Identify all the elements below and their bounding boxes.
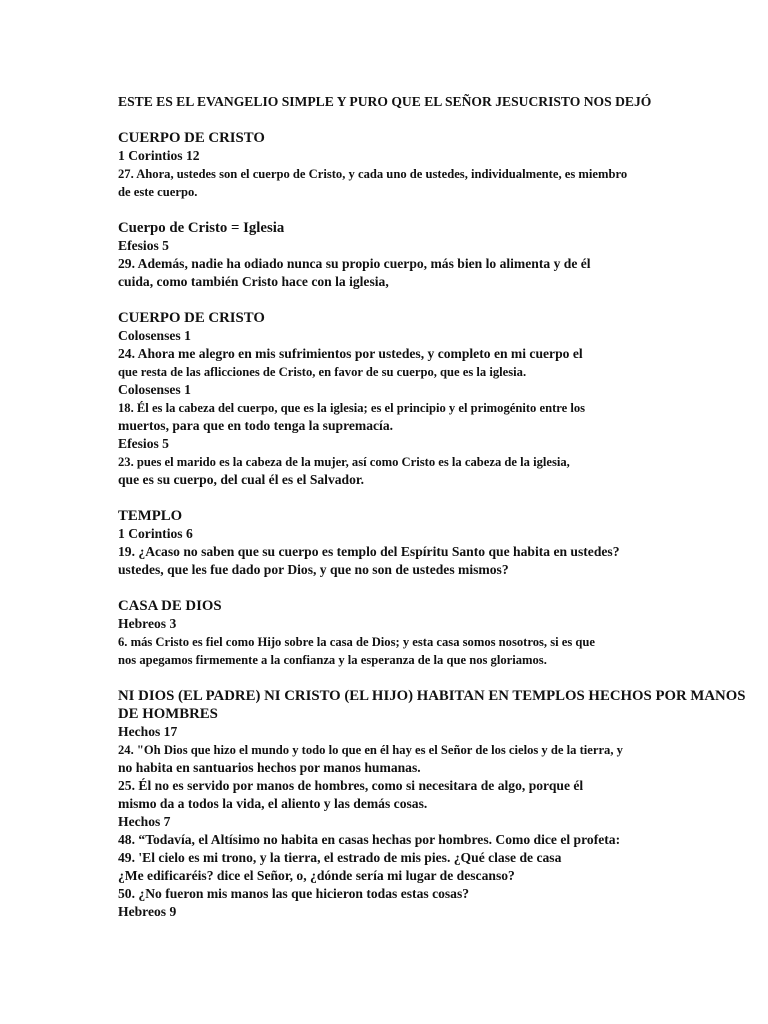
scripture-reference: Hechos 7 [118,814,171,829]
verse-line: 49. 'El cielo es mi trono, y la tierra, el estrado de mis pies. ¿Qué clase de casa [118,850,562,865]
scripture-reference: Efesios 5 [118,238,169,253]
verse-line: 24. Ahora me alegro en mis sufrimientos por ustedes, y completo en mi cuerpo el [118,346,583,361]
verse-line: 6. más Cristo es fiel como Hijo sobre la casa de Dios; y esta casa somos nosotros, si es que [118,635,596,649]
verse-line: 50. ¿No fueron mis manos las que hicieron todas estas cosas? [118,886,470,901]
verse-line: que es su cuerpo, del cual él es el Salvador. [118,472,365,487]
verse-line: ustedes, que les fue dado por Dios, y que no son de ustedes mismos? [118,562,509,577]
verse-line: ¿Me edificaréis? dice el Señor, o, ¿dónde sería mi lugar de descanso? [118,868,515,883]
verse-line: cuida, como también Cristo hace con la iglesia, [118,274,389,289]
scripture-reference: Efesios 5 [118,436,169,451]
verse-line: 25. Él no es servido por manos de hombres, como si necesitara de algo, porque él [118,778,584,793]
section-heading: NI DIOS (EL PADRE) NI CRISTO (EL HIJO) HABITAN EN TEMPLOS HECHOS POR MANOS [118,688,746,704]
scripture-reference: Colosenses 1 [118,328,191,343]
verse-line: de este cuerpo. [118,185,198,199]
verse-line: 18. Él es la cabeza del cuerpo, que es la iglesia; es el principio y el primogénito entre los [118,401,586,415]
section-heading: TEMPLO [118,508,183,524]
verse-line: nos apegamos firmemente a la confianza y la esperanza de la que nos gloriamos. [118,653,547,667]
verse-line: que resta de las aflicciones de Cristo, en favor de su cuerpo, que es la iglesia. [118,365,527,379]
verse-line: 27. Ahora, ustedes son el cuerpo de Cristo, y cada uno de ustedes, individualmente, es miembro [118,167,628,181]
verse-line: 19. ¿Acaso no saben que su cuerpo es templo del Espíritu Santo que habita en ustedes? [118,544,620,559]
verse-line: no habita en santuarios hechos por manos humanas. [118,760,421,775]
verse-line: 24. "Oh Dios que hizo el mundo y todo lo que en él hay es el Señor de los cielos y de la tierra, y [118,743,623,757]
document-title: ESTE ES EL EVANGELIO SIMPLE Y PURO QUE EL SEÑOR JESUCRISTO NOS DEJÓ [118,94,652,109]
scripture-reference: Colosenses 1 [118,382,191,397]
scripture-reference: Hebreos 3 [118,616,177,631]
scripture-reference: 1 Corintios 6 [118,526,193,541]
section-heading: DE HOMBRES [118,706,218,722]
verse-line: 23. pues el marido es la cabeza de la mujer, así como Cristo es la cabeza de la iglesia, [118,455,570,469]
verse-line: 29. Además, nadie ha odiado nunca su propio cuerpo, más bien lo alimenta y de él [118,256,591,271]
section-heading: CUERPO DE CRISTO [118,130,265,146]
verse-line: mismo da a todos la vida, el aliento y las demás cosas. [118,796,428,811]
verse-line: muertos, para que en todo tenga la supremacía. [118,418,394,433]
scripture-reference: Hebreos 9 [118,904,177,919]
verse-line: 48. “Todavía, el Altísimo no habita en casas hechas por hombres. Como dice el profeta: [118,832,621,847]
section-heading: CUERPO DE CRISTO [118,310,265,326]
section-heading: Cuerpo de Cristo = Iglesia [118,220,285,236]
scripture-reference: Hechos 17 [118,724,178,739]
section-heading: CASA DE DIOS [118,598,222,614]
scripture-reference: 1 Corintios 12 [118,148,200,163]
document-page [118,93,768,921]
